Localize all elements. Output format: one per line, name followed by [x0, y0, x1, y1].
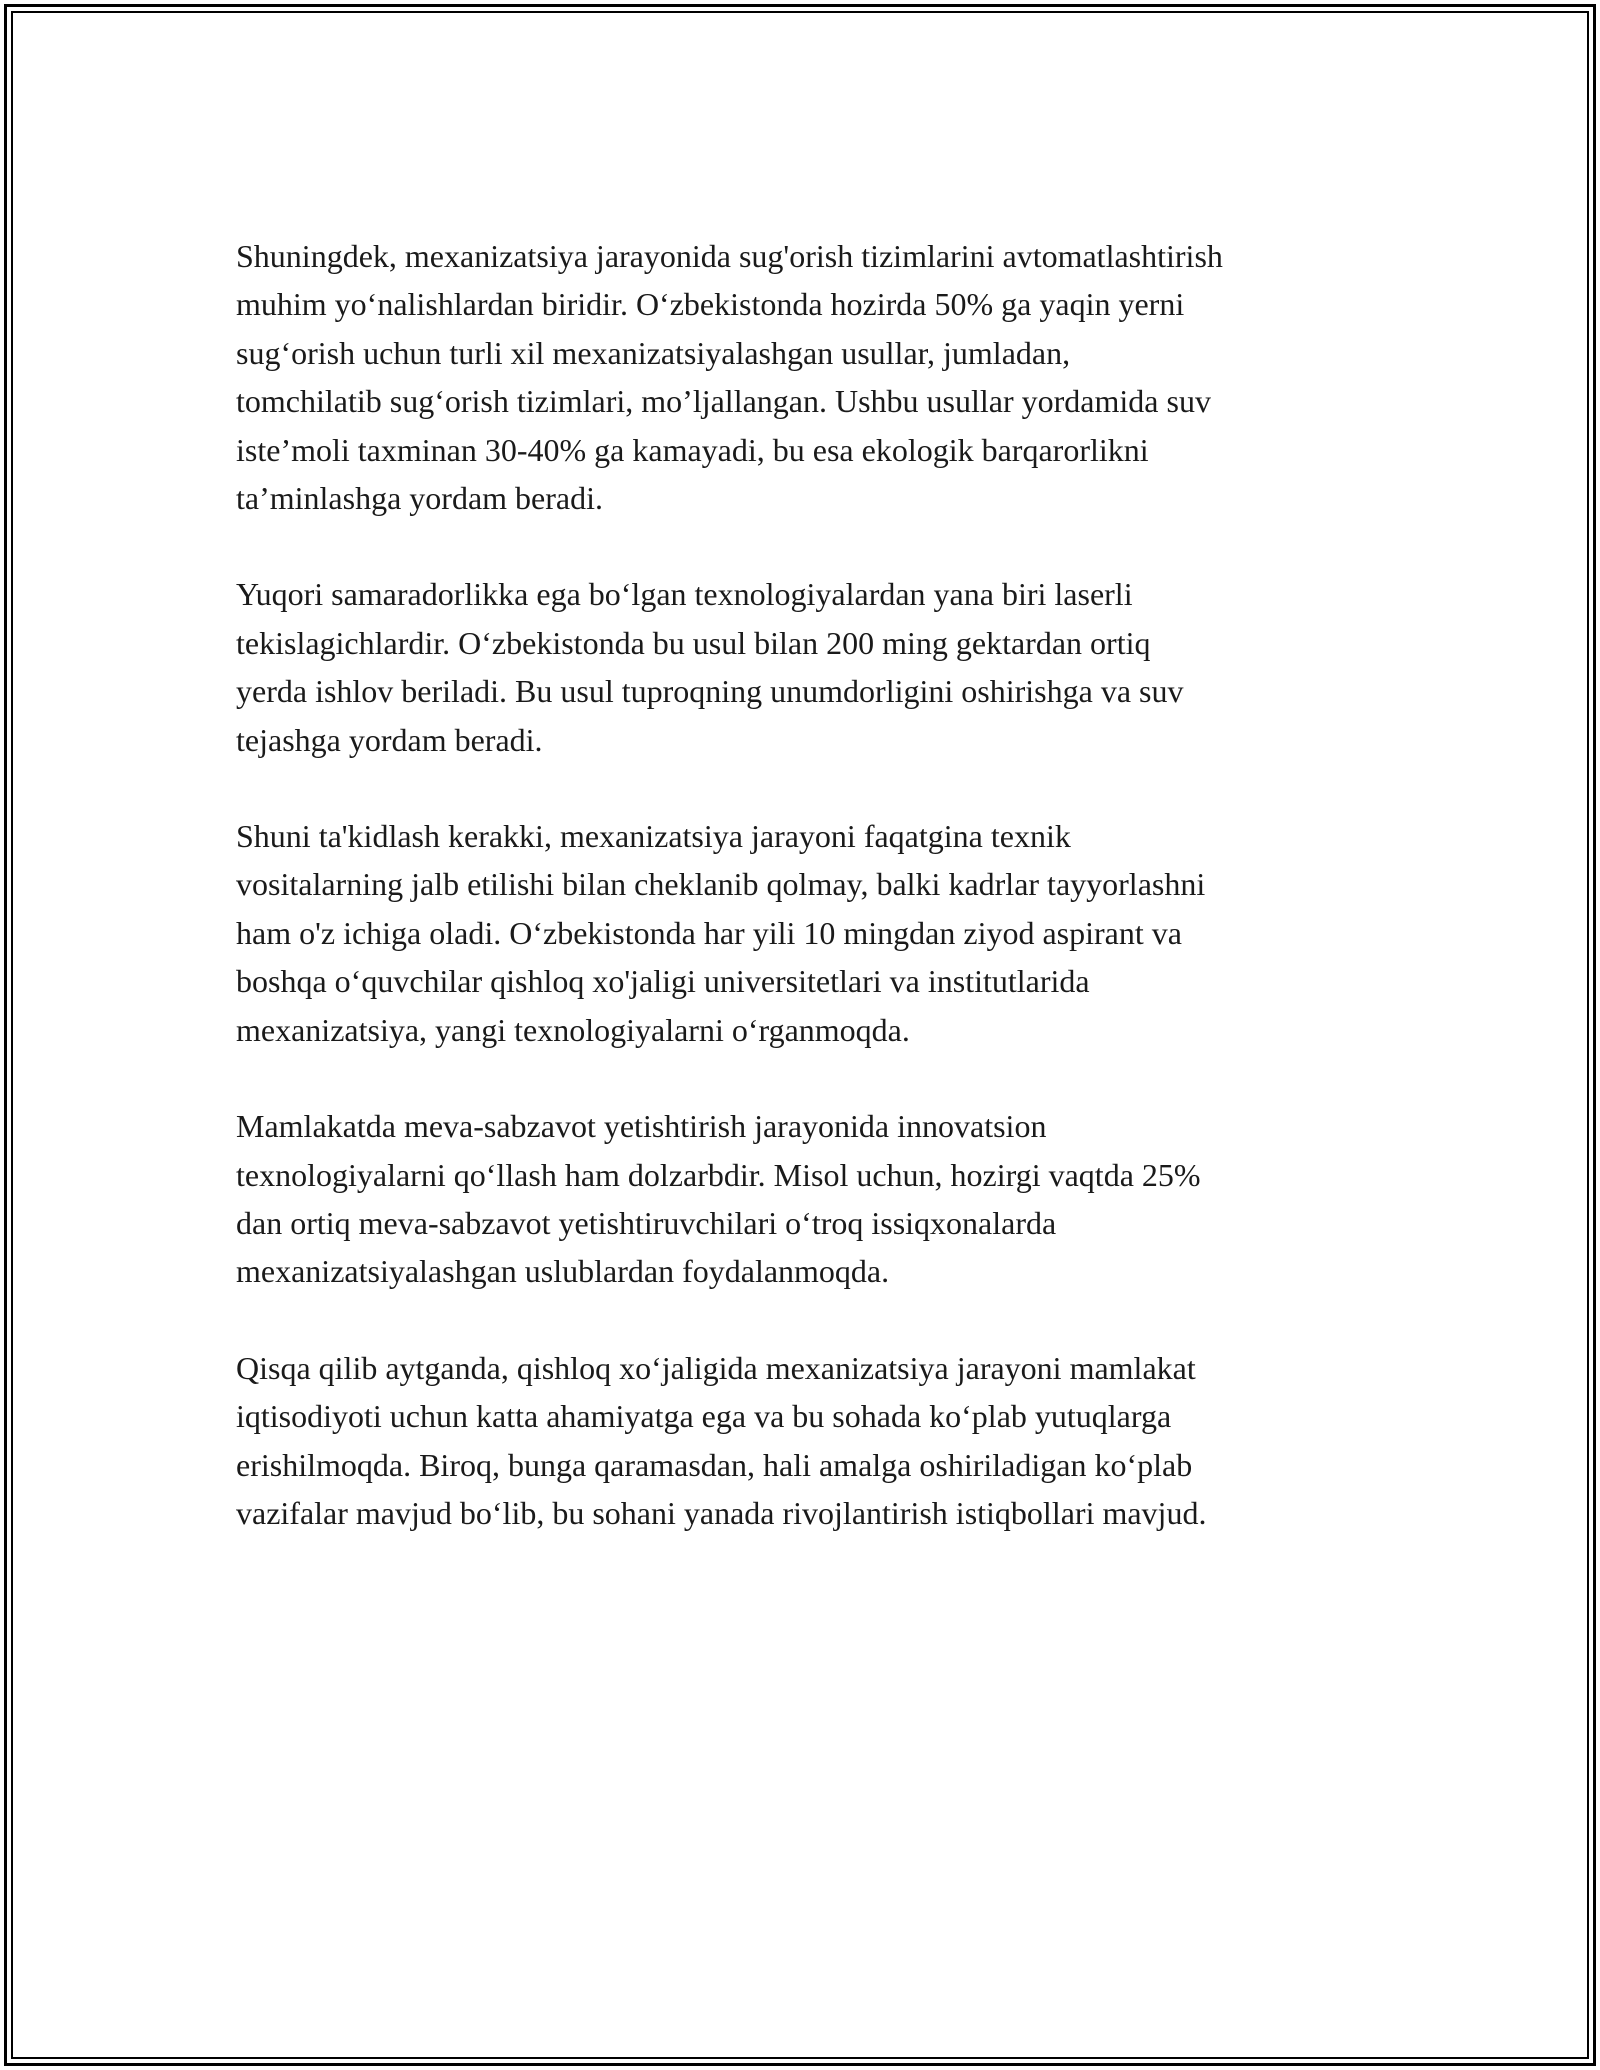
- document-body: [236, 232, 1376, 1585]
- paragraph-horticulture-innovation: Mamlakatda meva-sabzavot yetishtirish jarayonida innovatsion texnologiyalarni qo‘llash ham dolzarbdir. Misol uchun, hozirgi vaqtda 25% dan ortiq meva-sabzavot yetishtiruvchilari o‘troq issiqxonalarda mexanizatsiyalashgan uslublardan foydalanmoqda.: [236, 1108, 1201, 1290]
- paragraph-personnel-training: Shuni ta'kidlash kerakki, mexanizatsiya jarayoni faqatgina texnik vositalarning jalb etilishi bilan cheklanib qolmay, balki kadrlar tayyorlashni ham o'z ichiga oladi. O‘zbekistonda har yili 10 mingdan ziyod aspirant va boshqa o‘quvchilar qishloq xo'jaligi universitetlari va institutlarida mexanizatsiya, yangi texnologiyalarni o‘rganmoqda.: [236, 818, 1206, 1048]
- paragraph-laser-levelers: Yuqori samaradorlikka ega bo‘lgan texnologiyalardan yana biri laserli tekislagichlardir. O‘zbekistonda bu usul bilan 200 ming gektardan ortiq yerda ishlov beriladi. Bu usul tuproqning unumdorligini oshirishga va suv tejashga yordam beradi.: [236, 576, 1184, 758]
- paragraph-irrigation-automation: Shuningdek, mexanizatsiya jarayonida sug'orish tizimlarini avtomatlashtirish muhim yo‘nalishlardan biridir. O‘zbekistonda hozirda 50% ga yaqin yerni sug‘orish uchun turli xil mexanizatsiyalashgan usullar, jumladan, tomchilatib sug‘orish tizimlari, mo’ljallangan. Ushbu usullar yordamida suv iste’moli taxminan 30-40% ga kamayadi, bu esa ekologik barqarorlikni ta’minlashga yordam beradi.: [236, 238, 1223, 517]
- paragraph-conclusion: Qisqa qilib aytganda, qishloq xo‘jaligida mexanizatsiya jarayoni mamlakat iqtisodiyoti uchun katta ahamiyatga ega va bu sohada ko‘plab yutuqlarga erishilmoqda. Biroq, bunga qaramasdan, hali amalga oshiriladigan ko‘plab vazifalar mavjud bo‘lib, bu sohani yanada rivojlantirish istiqbollari mavjud.: [236, 1349, 1207, 1531]
